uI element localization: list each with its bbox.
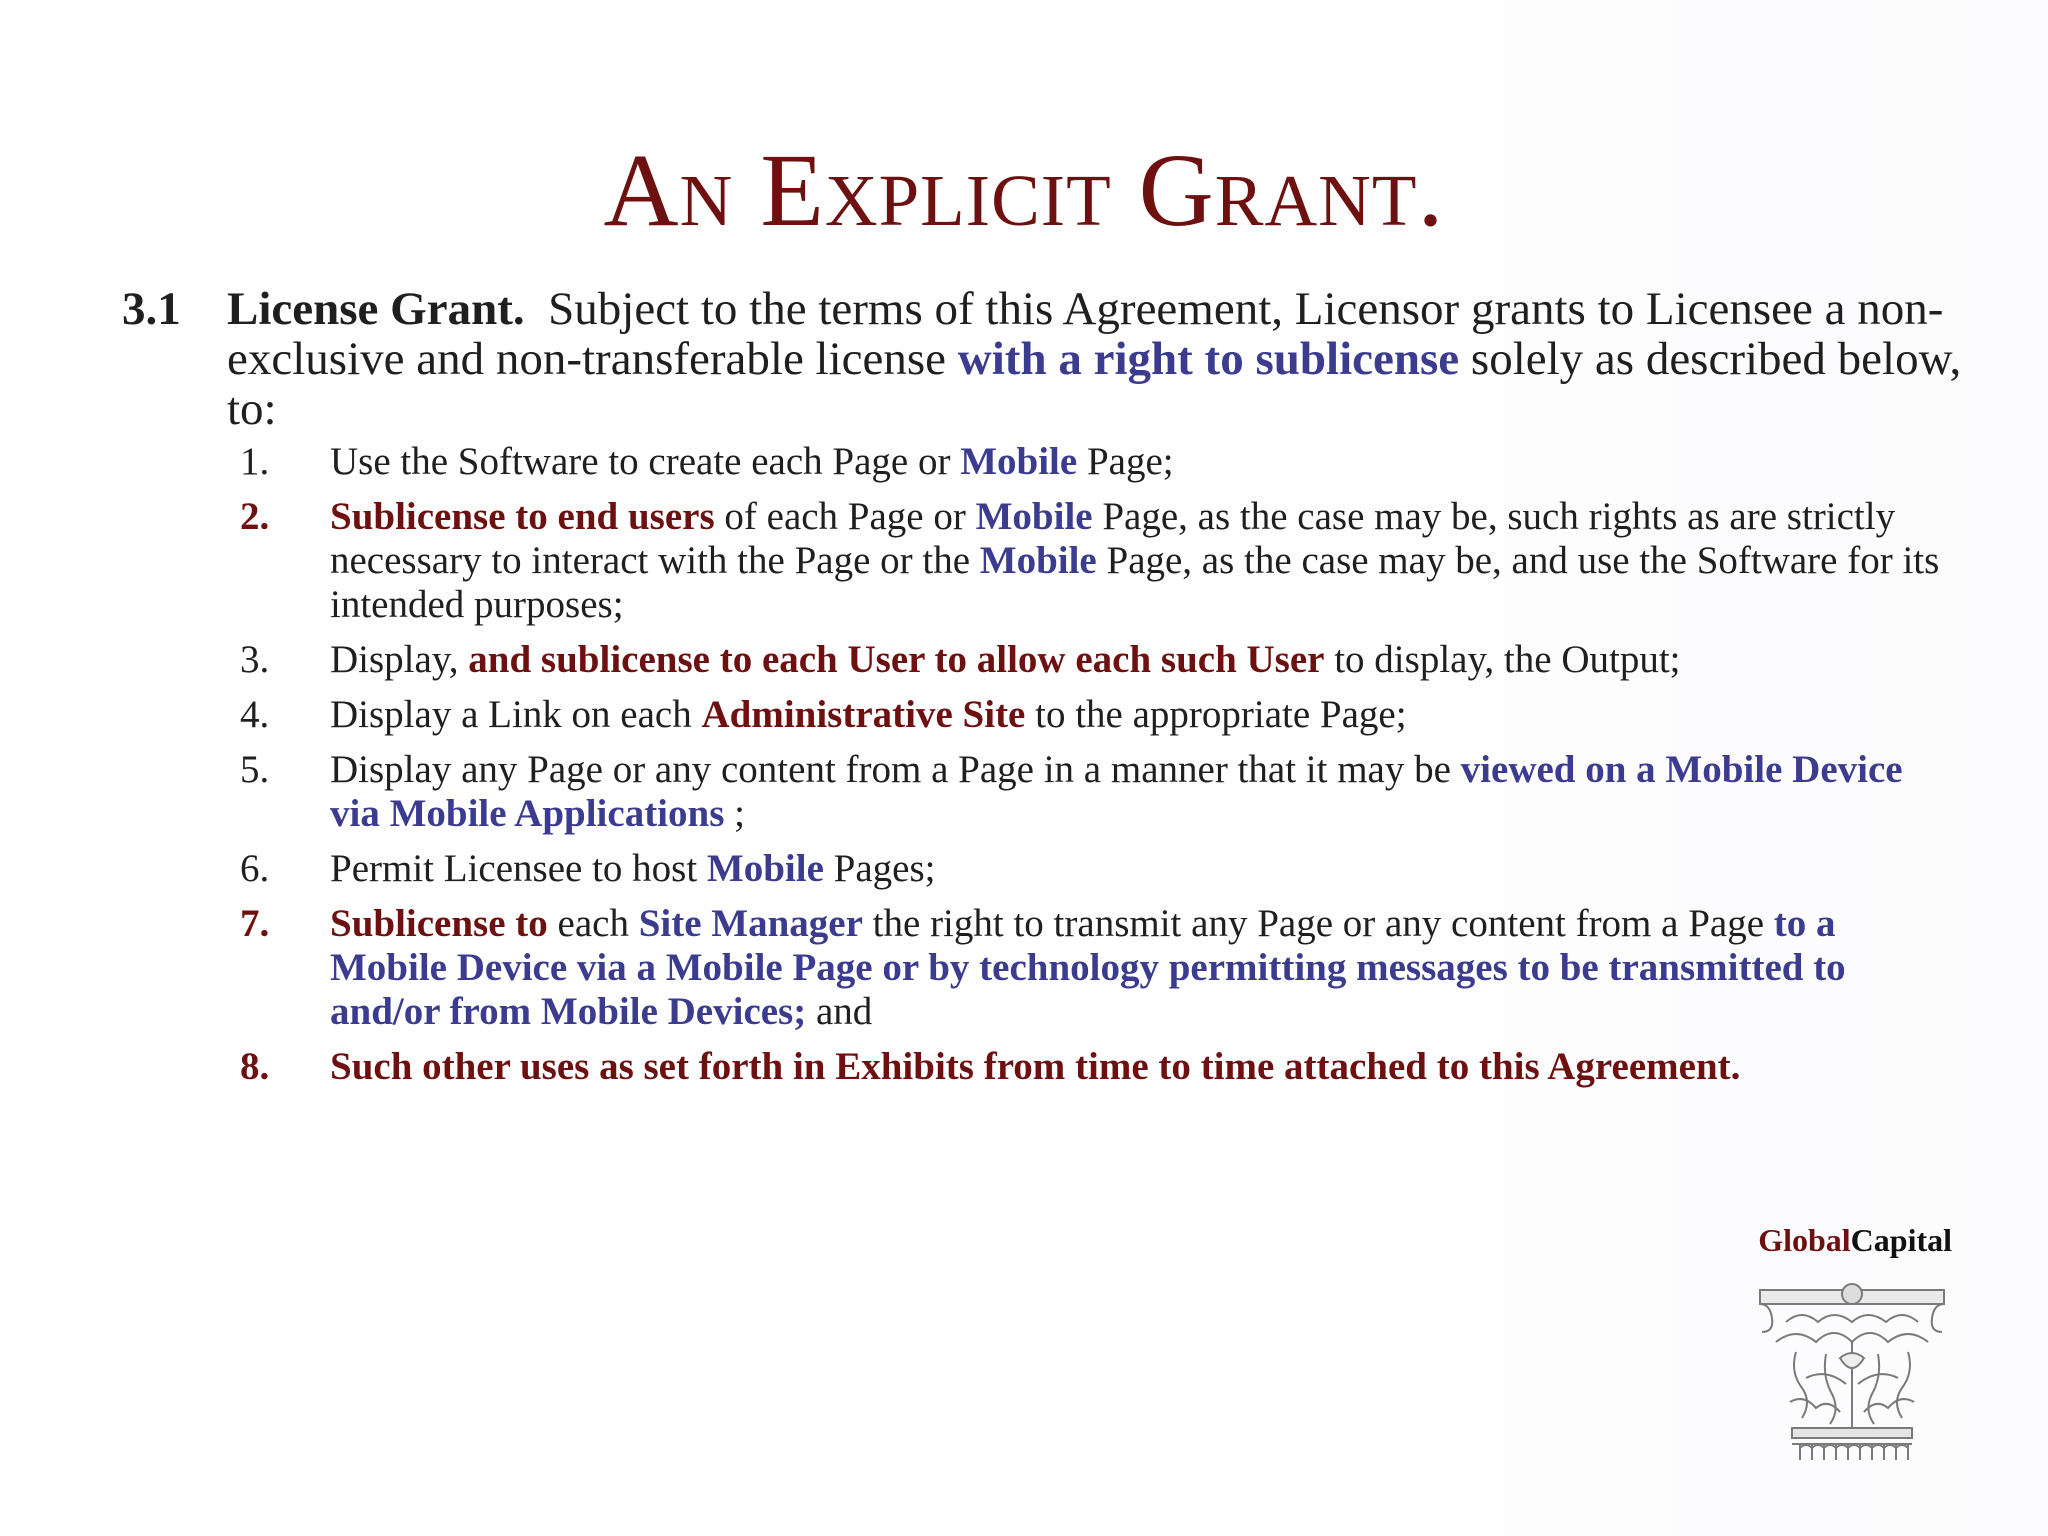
item-text-segment: to display, the Output; <box>1324 638 1681 681</box>
item-emphasis-blue: Mobile <box>975 495 1093 538</box>
item-text-segment: of each Page or <box>714 495 976 538</box>
item-text <box>330 847 935 890</box>
item-text-segment: Permit Licensee to host <box>330 847 707 890</box>
clause-number: 3.1 <box>122 283 181 335</box>
item-emphasis-blue: viewed on a Mobile Device via Mobile Applications <box>330 748 1903 835</box>
clause-highlight: with a right to sublicense <box>957 333 1460 385</box>
item-text-segment: Display, <box>330 638 469 681</box>
clause-text-end: solely as described below, to: <box>227 333 1962 435</box>
item-text-segment: the right to transmit any Page or any content from a Page <box>862 902 1774 945</box>
clause-text-start: Subject to the terms of this Agreement, Licensor grants to Licensee a non-exclusive and non-transferable license <box>227 283 1944 385</box>
item-text-segment: Use the Software to create each Page or <box>330 440 961 483</box>
item-text <box>330 495 1939 626</box>
item-emphasis-maroon: Such other uses as set forth in Exhibits from time to time attached to this Agreement. <box>330 1045 1741 1088</box>
grant-items-list <box>240 440 1940 1100</box>
item-emphasis-blue: Mobile <box>960 440 1078 483</box>
item-emphasis-blue: Mobile <box>979 539 1097 582</box>
item-text <box>330 693 1407 736</box>
item-number: 6. <box>240 847 270 890</box>
item-text-segment: to the appropriate Page; <box>1025 693 1407 736</box>
item-text-segment: Page; <box>1077 440 1174 483</box>
item-text <box>330 440 1174 483</box>
item-number: 7. <box>240 902 270 945</box>
item-emphasis-blue: Mobile <box>706 847 824 890</box>
item-number: 4. <box>240 693 270 736</box>
item-number: 5. <box>240 748 270 791</box>
item-text <box>330 748 1903 835</box>
item-text-segment: Page, as the case may be, and use the Software for its intended purposes; <box>330 539 1940 626</box>
list-item <box>240 847 1940 891</box>
list-item <box>240 495 1940 627</box>
item-text <box>330 902 1846 1033</box>
list-item <box>240 693 1940 737</box>
brand-second: Capital <box>1850 1222 1952 1258</box>
item-emphasis-maroon: Sublicense to end users <box>330 495 715 538</box>
clause-body <box>227 284 1972 434</box>
item-text <box>330 638 1681 681</box>
slide-title: An Explicit Grant. <box>603 133 1445 248</box>
item-text <box>330 1045 1740 1088</box>
item-text-segment: ; <box>724 792 745 835</box>
list-item <box>240 1045 1940 1089</box>
list-item <box>240 748 1940 836</box>
item-text-segment: each <box>547 902 639 945</box>
brand-first: Global <box>1758 1222 1851 1258</box>
item-number: 3. <box>240 638 270 681</box>
corinthian-column-capital-icon <box>1756 1282 1948 1464</box>
item-emphasis-maroon: Administrative Site <box>701 693 1026 736</box>
clause-heading: License Grant. <box>227 283 525 335</box>
list-item <box>240 902 1940 1034</box>
item-text-segment: Display any Page or any content from a Page in a manner that it may be <box>330 748 1461 791</box>
item-text-segment: Display a Link on each <box>330 693 702 736</box>
item-text-segment: and <box>806 990 873 1033</box>
item-emphasis-maroon: Sublicense to <box>330 902 548 945</box>
item-number: 1. <box>240 440 270 483</box>
list-item <box>240 440 1940 484</box>
item-text-segment: Pages; <box>823 847 936 890</box>
item-emphasis-maroon: and sublicense to each User to allow each such User <box>468 638 1325 681</box>
item-number: 8. <box>240 1045 270 1088</box>
item-emphasis-blue: to a Mobile Device via a Mobile Page or by technology permitting messages to be transmitted to and/or from Mobile Devices; <box>330 902 1846 1033</box>
list-item <box>240 638 1940 682</box>
item-number: 2. <box>240 495 270 538</box>
item-text-segment: Page, as the case may be, such rights as are strictly necessary to interact with the Page or the <box>330 495 1896 582</box>
item-emphasis-blue: Site Manager <box>638 902 863 945</box>
brand-wordmark <box>1758 1222 1952 1259</box>
